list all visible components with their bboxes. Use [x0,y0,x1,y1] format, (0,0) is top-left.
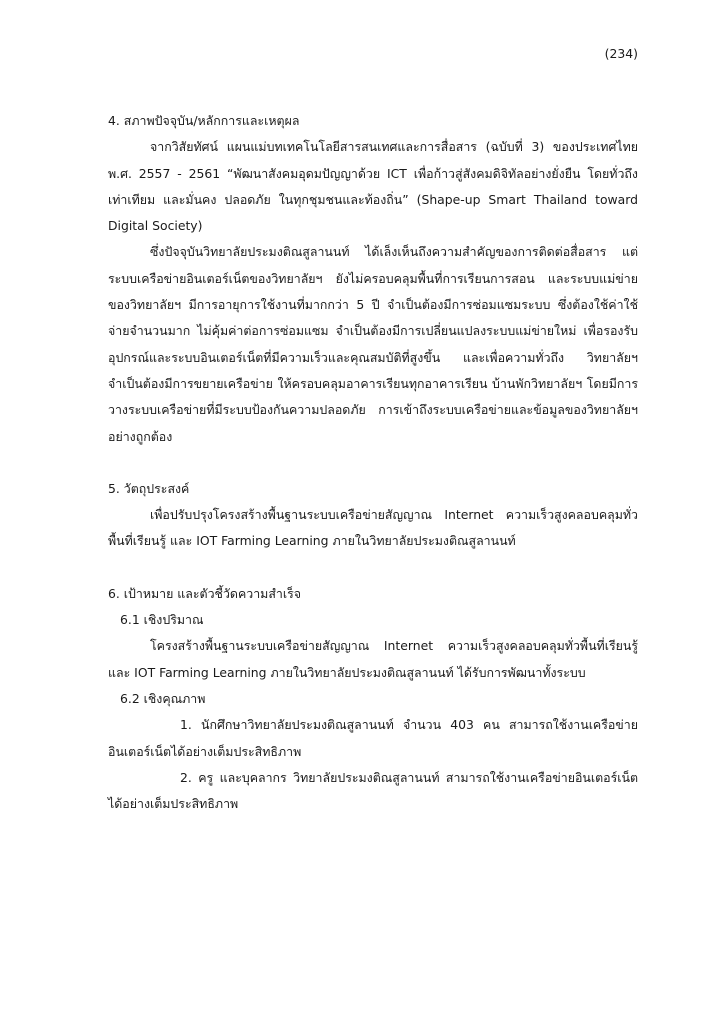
section-6-1-heading: 6.1 เชิงปริมาณ [120,612,204,628]
section-6-2-heading: 6.2 เชิงคุณภาพ [120,690,206,706]
section-5-heading: 5. วัตถุประสงค์ [108,480,190,496]
section-4-paragraph-1: จากวิสัยทัศน์ แผนแม่บทเทคโนโลยีสารสนเทศและการสื่อสาร (ฉบับที่ 3) ของประเทศไทย พ.ศ. 2557 - 2561 “พัฒนาสังคมอุดมปัญญาด้วย ICT เพื่อก้าวสู่สังคมดิจิทัลอย่างยั่งยืน โดยทั่วถึง เท่าเทียม และมั่นคง ปลอดภัย ในทุกชุมชนและท้องถิ่น” (Shape-up Smart Thailand toward Digital Society) [108,139,638,234]
spacer [108,450,638,476]
spacer [108,555,638,581]
section-6 [108,581,638,818]
document-body [108,108,638,817]
page-number: (234) [604,46,638,61]
section-6-2-item-1: 1. นักศึกษาวิทยาลัยประมงติณสูลานนท์ จำนวน 403 คน สามารถใช้งานเครือข่ายอินเตอร์เน็ตได้อย่างเต็มประสิทธิภาพ [108,717,638,759]
section-4-heading: 4. สภาพปัจจุบัน/หลักการและเหตุผล [108,113,300,128]
section-4 [108,108,638,450]
section-6-2-item-2: 2. ครู และบุคลากร วิทยาลัยประมงติณสูลานนท์ สามารถใช้งานเครือข่ายอินเตอร์เน็ตได้อย่างเต็มประสิทธิภาพ [108,769,638,812]
section-5 [108,476,638,555]
section-6-1-paragraph: โครงสร้างพื้นฐานระบบเครือข่ายสัญญาณ Internet ความเร็วสูงคลอบคลุมทั่วพื้นที่เรียนรู้ และ IOT Farming Learning ภายในวิทยาลัยประมงติณสูลานนท์ ได้รับการพัฒนาทั้งระบบ [108,638,638,680]
section-6-heading: 6. เป้าหมาย และตัวชี้วัดความสำเร็จ [108,585,302,601]
section-5-paragraph: เพื่อปรับปรุงโครงสร้างพื้นฐานระบบเครือข่ายสัญญาณ Internet ความเร็วสูงคลอบคลุมทั่วพื้นที่เรียนรู้ และ IOT Farming Learning ภายในวิทยาลัยประมงติณสูลานนท์ [108,507,638,549]
section-4-paragraph-2: ซึ่งปัจจุบันวิทยาลัยประมงติณสูลานนท์ ได้เล็งเห็นถึงความสำคัญของการติดต่อสื่อสาร แต่ระบบเครือข่ายอินเตอร์เน็ตของวิทยาลัยฯ ยังไม่ครอบคลุมพื้นที่การเรียนการสอน และระบบแม่ข่ายของวิทยาลัยฯ มีการอายุการใช้งานที่มากกว่า 5 ปี จำเป็นต้องมีการซ่อมแซมระบบ ซึ่งต้องใช้ค่าใช้จ่ายจำนวนมาก ไม่คุ้มค่าต่อการซ่อมแซม จำเป็นต้องมีการเปลี่ยนแปลงระบบแม่ข่ายใหม่ เพื่อรองรับอุปกรณ์และระบบอินเตอร์เน็ตที่มีความเร็วและคุณสมบัติที่สูงขึ้น และเพื่อความทั่วถึง วิทยาลัยฯ จำเป็นต้องมีการขยายเครือข่าย ให้ครอบคลุมอาคารเรียนทุกอาคารเรียน บ้านพักวิทยาลัยฯ โดยมีการวางระบบเครือข่ายที่มีระบบป้องกันความปลอดภัย การเข้าถึงระบบเครือข่ายและข้อมูลของวิทยาลัยฯ อย่างถูกต้อง [108,244,638,444]
